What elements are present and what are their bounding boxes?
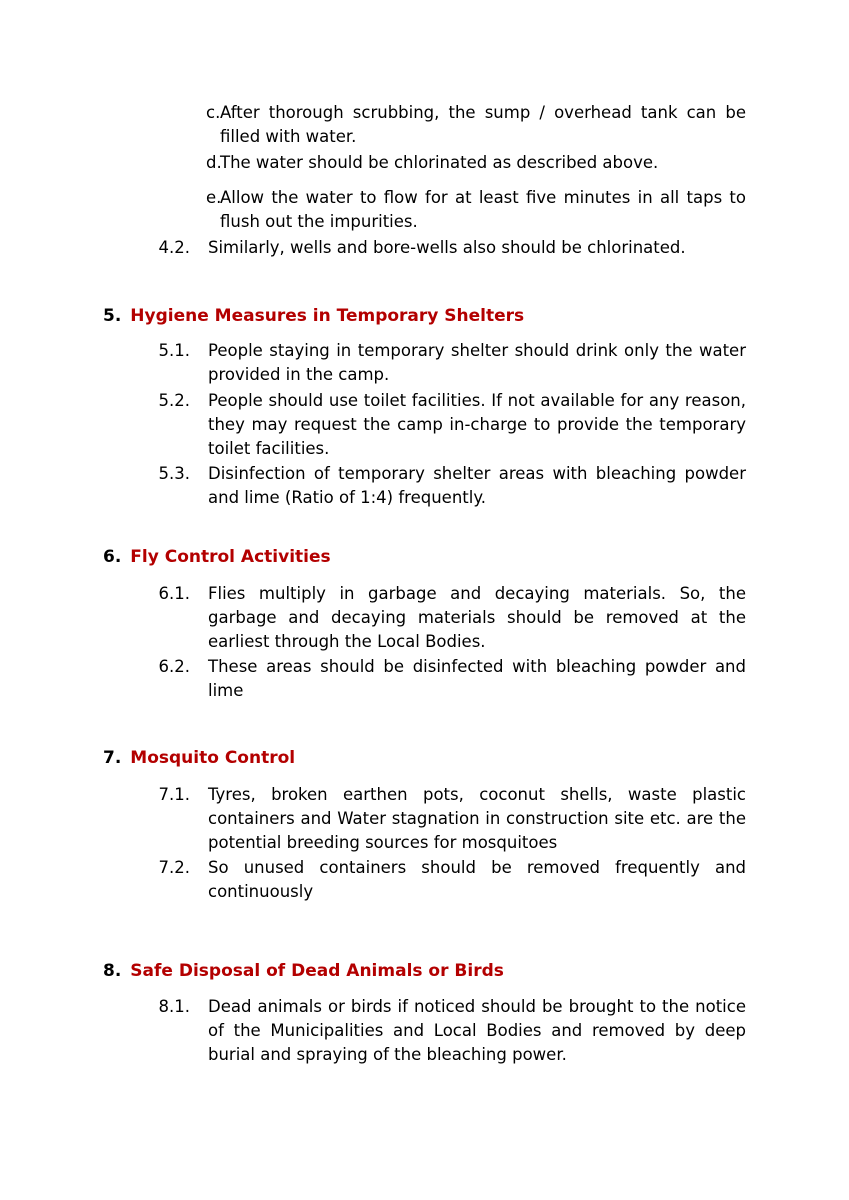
item-text-6-1: Flies multiply in garbage and decaying materials. So, the garbage and decaying materials should be removed at the earliest through the Local Bodies. [208, 584, 746, 651]
section-number: 7. [103, 748, 122, 768]
item-text-5-3: Disinfection of temporary shelter areas with bleaching powder and lime (Ratio of 1:4) frequently. [208, 464, 746, 507]
list-label: c. [206, 103, 221, 122]
list-text: Allow the water to flow for at least five minutes in all taps to flush out the impurities. [220, 188, 746, 231]
section-heading-7 [103, 746, 295, 770]
section-title: Hygiene Measures in Temporary Shelters [130, 306, 525, 326]
item-text-8-1: Dead animals or birds if noticed should be brought to the notice of the Municipalities and Local Bodies and removed by deep burial and spraying of the bleaching power. [208, 997, 746, 1064]
section-heading-5 [103, 304, 524, 328]
section-number: 5. [103, 306, 122, 326]
list-text: After thorough scrubbing, the sump / overhead tank can be filled with water. [220, 103, 746, 146]
list-text: The water should be chlorinated as described above. [220, 153, 659, 172]
item-number-8-1: 8.1. [158, 997, 190, 1016]
list-item-e [206, 186, 746, 234]
section-title: Fly Control Activities [130, 547, 331, 567]
section-heading-8 [103, 959, 504, 983]
list-label: d. [206, 153, 222, 172]
list-item-c [206, 101, 746, 149]
item-text-6-2: These areas should be disinfected with bleaching powder and lime [208, 657, 746, 700]
item-number-5-2: 5.2. [158, 391, 190, 410]
section-number: 6. [103, 547, 122, 567]
item-number-7-2: 7.2. [158, 858, 190, 877]
item-number-7-1: 7.1. [158, 785, 190, 804]
item-text-4-2: Similarly, wells and bore-wells also should be chlorinated. [208, 238, 686, 257]
list-label: e. [206, 188, 222, 207]
item-number-5-1: 5.1. [158, 341, 190, 360]
section-title: Mosquito Control [130, 748, 296, 768]
item-number-5-3: 5.3. [158, 464, 190, 483]
section-title: Safe Disposal of Dead Animals or Birds [130, 961, 504, 981]
item-number-6-2: 6.2. [158, 657, 190, 676]
section-number: 8. [103, 961, 122, 981]
item-text-7-1: Tyres, broken earthen pots, coconut shells, waste plastic containers and Water stagnation in construction site etc. are the potential breeding sources for mosquitoes [208, 785, 746, 852]
item-text-5-2: People should use toilet facilities. If not available for any reason, they may request the camp in-charge to provide the temporary toilet facilities. [208, 391, 746, 458]
item-text-5-1: People staying in temporary shelter should drink only the water provided in the camp. [208, 341, 746, 384]
list-item-d [206, 151, 746, 175]
item-number-6-1: 6.1. [158, 584, 190, 603]
section-heading-6 [103, 545, 331, 569]
item-text-7-2: So unused containers should be removed frequently and continuously [208, 858, 746, 901]
item-number-4-2: 4.2. [158, 238, 190, 257]
